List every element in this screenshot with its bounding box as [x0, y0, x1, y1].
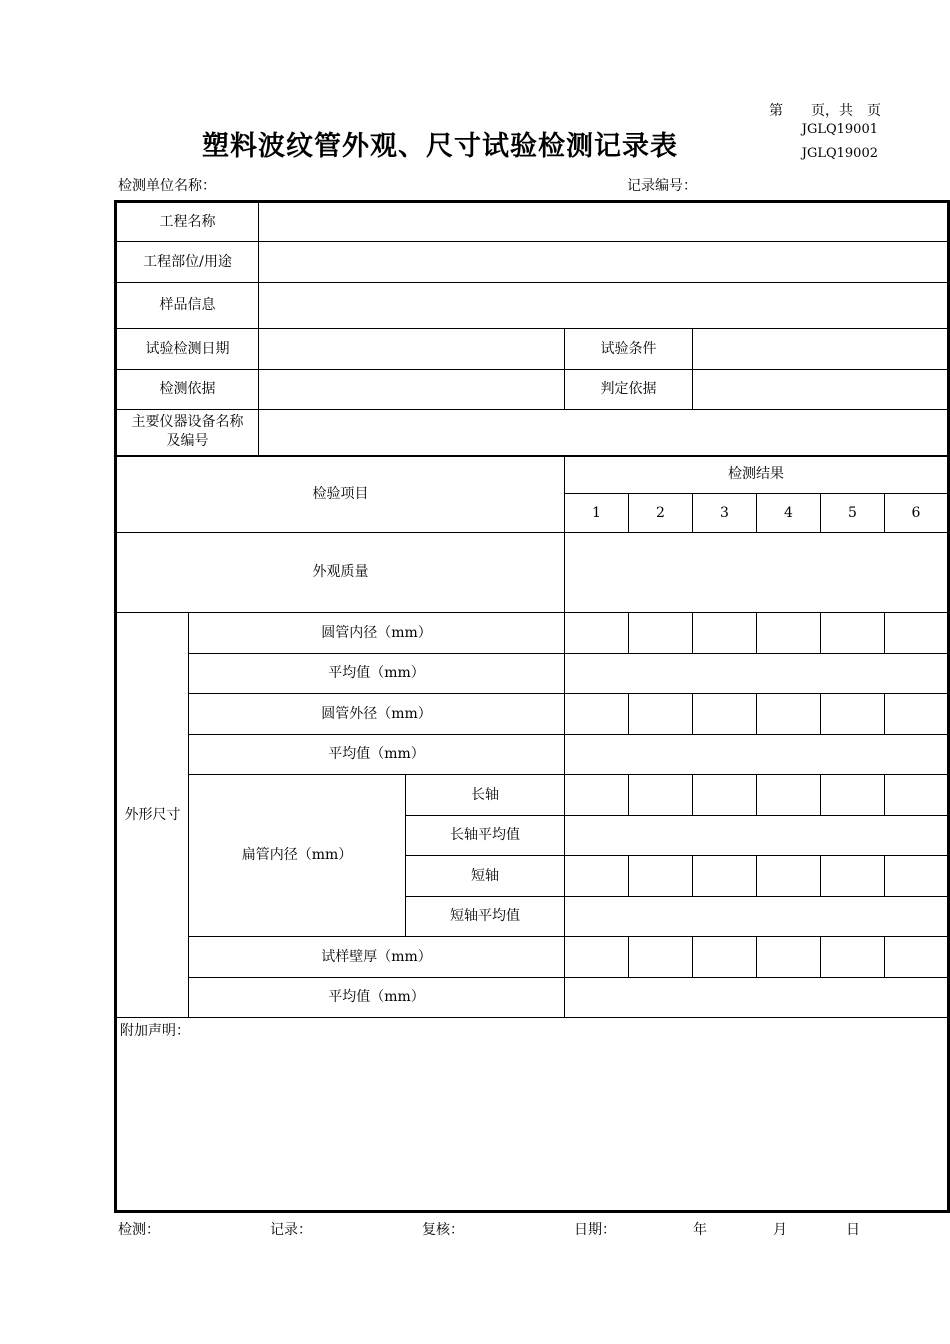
result-cell[interactable]: [693, 856, 757, 897]
result-cell[interactable]: [821, 775, 885, 816]
result-cell[interactable]: [821, 937, 885, 978]
appearance-value[interactable]: [565, 533, 949, 613]
instrument-label: [116, 410, 259, 456]
short-axis-avg-value[interactable]: [565, 897, 949, 937]
result-cell[interactable]: [757, 856, 821, 897]
result-cell[interactable]: [693, 937, 757, 978]
footer-date: 日期：: [574, 1222, 616, 1238]
result-cell[interactable]: [565, 937, 629, 978]
result-cell[interactable]: [629, 694, 693, 735]
notes-label: 附加声明：: [120, 1023, 190, 1039]
result-cell[interactable]: [885, 937, 949, 978]
result-cell[interactable]: [629, 775, 693, 816]
long-axis-avg-value[interactable]: [565, 816, 949, 856]
short-axis-avg-label: 短轴平均值: [406, 897, 565, 937]
flat-inner-label: 扁管内径（mm）: [189, 775, 406, 937]
page-info: 第 页，共 页: [769, 103, 881, 119]
judge-basis-value[interactable]: [693, 370, 949, 410]
result-cell[interactable]: [757, 694, 821, 735]
result-cell[interactable]: [757, 937, 821, 978]
test-date-value[interactable]: [259, 329, 565, 370]
result-cell[interactable]: [821, 694, 885, 735]
sample-info-value[interactable]: [259, 283, 949, 329]
result-cell[interactable]: [757, 613, 821, 654]
round-inner-avg-value[interactable]: [565, 654, 949, 694]
judge-basis-label: 判定依据: [565, 370, 693, 410]
record-table: [114, 200, 950, 1213]
column-number: 6: [885, 494, 949, 533]
shape-size-label: 外形尺寸: [116, 613, 189, 1018]
result-cell[interactable]: [821, 613, 885, 654]
wall-thickness-label: 试样壁厚（mm）: [189, 937, 565, 978]
result-cell[interactable]: [693, 613, 757, 654]
result-header: 检测结果: [565, 456, 949, 494]
project-location-label: 工程部位/用途: [116, 242, 259, 283]
column-number: 4: [757, 494, 821, 533]
round-inner-avg-label: 平均值（mm）: [189, 654, 565, 694]
round-outer-avg-value[interactable]: [565, 735, 949, 775]
short-axis-label: 短轴: [406, 856, 565, 897]
test-condition-value[interactable]: [693, 329, 949, 370]
page-title: 塑料波纹管外观、尺寸试验检测记录表: [202, 131, 678, 162]
test-date-label: 试验检测日期: [116, 329, 259, 370]
wall-thickness-avg-label: 平均值（mm）: [189, 978, 565, 1018]
result-cell[interactable]: [693, 775, 757, 816]
footer-record: 记录：: [270, 1222, 312, 1238]
result-cell[interactable]: [885, 613, 949, 654]
record-no-label: 记录编号：: [627, 178, 697, 194]
result-cell[interactable]: [565, 856, 629, 897]
result-cell[interactable]: [565, 775, 629, 816]
footer-review: 复核：: [422, 1222, 464, 1238]
result-cell[interactable]: [885, 856, 949, 897]
column-number: 3: [693, 494, 757, 533]
result-cell[interactable]: [821, 856, 885, 897]
footer-month: 月: [773, 1222, 787, 1238]
result-cell[interactable]: [629, 937, 693, 978]
instrument-label-line2: 及编号: [166, 433, 209, 450]
instrument-value[interactable]: [259, 410, 949, 456]
round-outer-avg-label: 平均值（mm）: [189, 735, 565, 775]
instrument-label-line1: 主要仪器设备名称: [131, 414, 244, 431]
column-number: 2: [629, 494, 693, 533]
round-inner-label: 圆管内径（mm）: [189, 613, 565, 654]
test-basis-label: 检测依据: [116, 370, 259, 410]
result-cell[interactable]: [565, 613, 629, 654]
project-location-value[interactable]: [259, 242, 949, 283]
project-name-label: 工程名称: [116, 202, 259, 242]
result-cell[interactable]: [757, 775, 821, 816]
round-outer-label: 圆管外径（mm）: [189, 694, 565, 735]
footer-year: 年: [693, 1222, 707, 1238]
appearance-label: 外观质量: [116, 533, 565, 613]
project-name-value[interactable]: [259, 202, 949, 242]
result-cell[interactable]: [629, 856, 693, 897]
long-axis-label: 长轴: [406, 775, 565, 816]
footer-day: 日: [846, 1222, 860, 1238]
result-cell[interactable]: [565, 694, 629, 735]
result-cell[interactable]: [885, 775, 949, 816]
org-label: 检测单位名称：: [118, 178, 216, 194]
sample-info-label: 样品信息: [116, 283, 259, 329]
result-cell[interactable]: [885, 694, 949, 735]
column-number: 1: [565, 494, 629, 533]
item-header: 检验项目: [116, 456, 565, 533]
form-code-2: JGLQ19002: [801, 146, 878, 161]
form-code-1: JGLQ19001: [801, 122, 878, 137]
result-cell[interactable]: [629, 613, 693, 654]
wall-thickness-avg-value[interactable]: [565, 978, 949, 1018]
notes-area[interactable]: [116, 1018, 949, 1212]
test-basis-value[interactable]: [259, 370, 565, 410]
result-cell[interactable]: [693, 694, 757, 735]
test-condition-label: 试验条件: [565, 329, 693, 370]
long-axis-avg-label: 长轴平均值: [406, 816, 565, 856]
column-number: 5: [821, 494, 885, 533]
footer-inspect: 检测：: [118, 1222, 160, 1238]
